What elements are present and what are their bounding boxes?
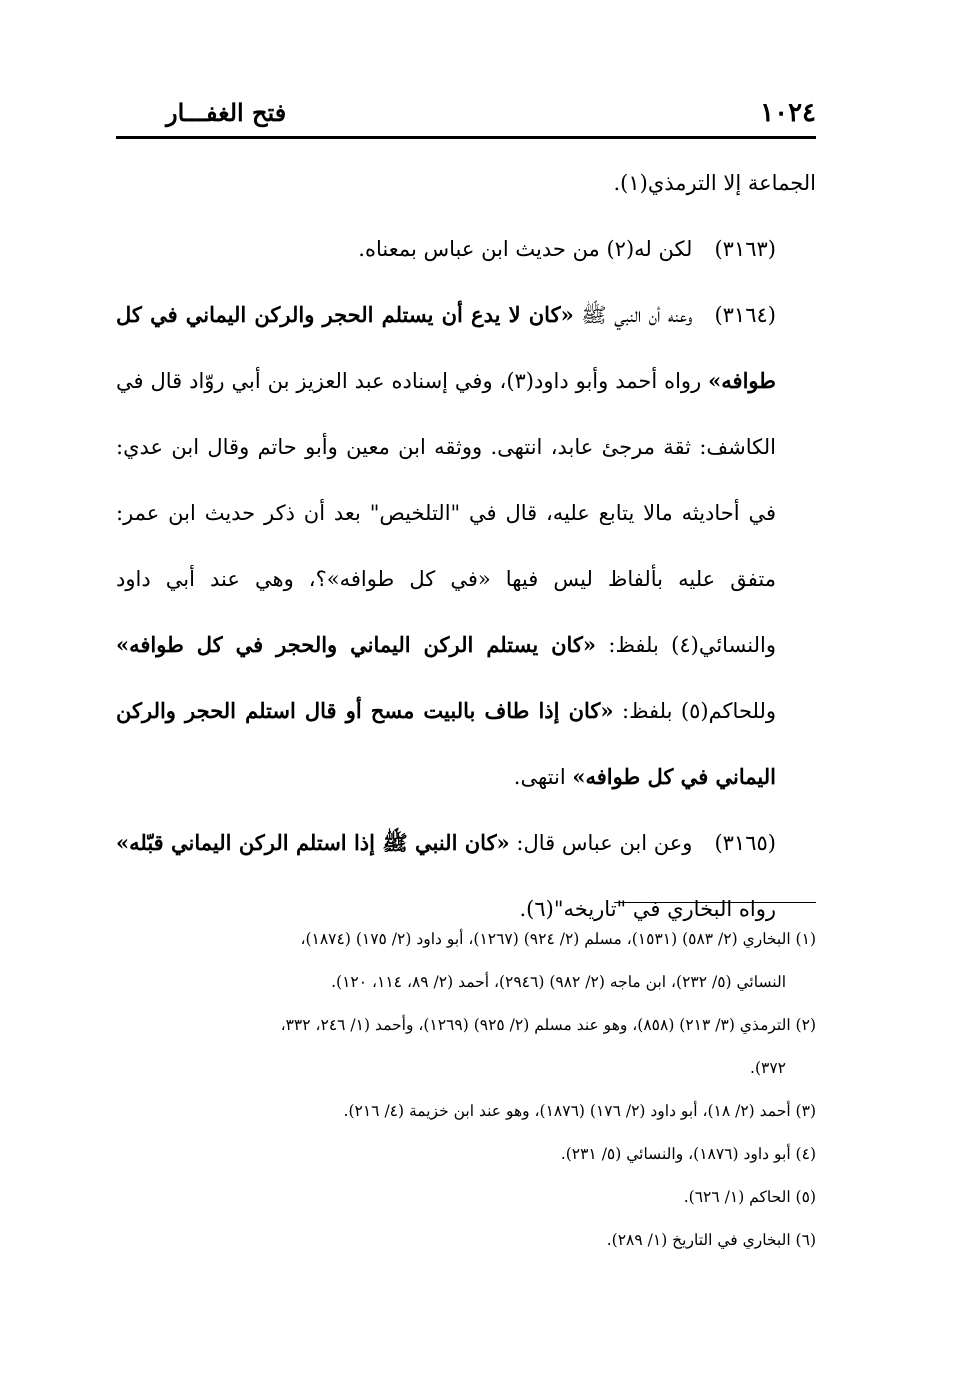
footnote-2: (٢) الترمذي (٣/ ٢١٣) (٨٥٨)، وهو عند مسلم (٢/ ٩٢٥) (١٢٦٩)، وأحمد (١/ ٢٤٦، ٣٣٢، — [280, 1016, 816, 1034]
hadith-number: (٣١٦٣) — [714, 237, 776, 261]
header-rule — [116, 136, 816, 139]
footnote-6: (٦) البخاري في التاريخ (١/ ٢٨٩). — [606, 1231, 816, 1249]
page-number: ١٠٢٤ — [760, 98, 816, 128]
hadith-3163 — [116, 216, 816, 282]
paragraph-text: الجماعة إلا الترمذي(١). — [613, 171, 816, 195]
footnotes — [116, 918, 816, 1262]
footnote-1-continued: النسائي (٥/ ٢٣٢)، ابن ماجه (٢/ ٩٨٢) (٢٩٤٦)، أحمد (٢/ ٨٩، ١١٤، ١٢٠). — [331, 973, 786, 991]
book-title: فتح الغفـــار — [166, 98, 287, 127]
main-text — [116, 150, 816, 942]
footnote-5: (٥) الحاكم (١/ ٦٢٦). — [683, 1188, 816, 1206]
hadith-text: وعن ابن عباس قال: — [516, 831, 693, 855]
hadith-commentary: وللحاكم(٥) بلفظ: — [622, 699, 777, 723]
hadith-commentary: رواه البخاري في "تاريخه"(٦). — [519, 897, 776, 921]
hadith-number: (٣١٦٤) — [714, 303, 776, 327]
page-header — [116, 96, 816, 130]
hadith-quote: «كان لا يدع أن يستلم الحجر والركن اليماني في كل طوافه» — [116, 302, 776, 393]
footnote-2-continued: ٣٧٢). — [750, 1059, 786, 1077]
hadith-text: وعنه أن النبي ﷺ — [581, 303, 693, 327]
footnote-1: (١) البخاري (٢/ ٥٨٣) (١٥٣١)، مسلم (٢/ ٩٢٤) (١٢٦٧)، أبو داود (٢/ ١٧٥) (١٨٧٤)، — [300, 930, 816, 948]
hadith-commentary: انتهى. — [513, 765, 566, 789]
footnote-rule — [614, 902, 816, 903]
paragraph-continuation — [116, 150, 816, 216]
hadith-quote: «كان يستلم الركن اليماني والحجر في كل طوافه» — [116, 632, 597, 657]
footnote-4: (٤) أبو داود (١٨٧٦)، والنسائي (٥/ ٢٣١). — [560, 1145, 816, 1163]
hadith-3164 — [116, 282, 816, 810]
footnote-3: (٣) أحمد (٢/ ١٨)، أبو داود (٢/ ١٧٦) (١٨٧٦)، وهو عند ابن خزيمة (٤/ ٢١٦). — [343, 1102, 816, 1120]
hadith-number: (٣١٦٥) — [714, 831, 776, 855]
hadith-commentary: رواه أحمد وأبو داود(٣)، وفي إسناده عبد العزيز بن أبي روّاد قال في الكاشف: ثقة مرجئ عابد، انتهى. ووثقه ابن معين وأبو حاتم وقال ابن عدي: في أحاديثه مالا يتابع عليه، قال في "التلخيص" بعد أن ذكر حديث ابن عمر: متفق عليه بألفاظ ليس فيها «في كل طوافه»؟، وهي عند أبي داود والنسائي(٤) بلفظ: — [116, 369, 777, 657]
hadith-text: لكن له(٢) من حديث ابن عباس بمعناه. — [358, 237, 693, 261]
hadith-quote: «كان إذا طاف بالبيت مسح أو قال استلم الحجر والركن اليماني في كل طوافه» — [116, 698, 776, 789]
hadith-quote: «كان النبي ﷺ إذا استلم الركن اليماني قبّله» — [116, 830, 510, 855]
